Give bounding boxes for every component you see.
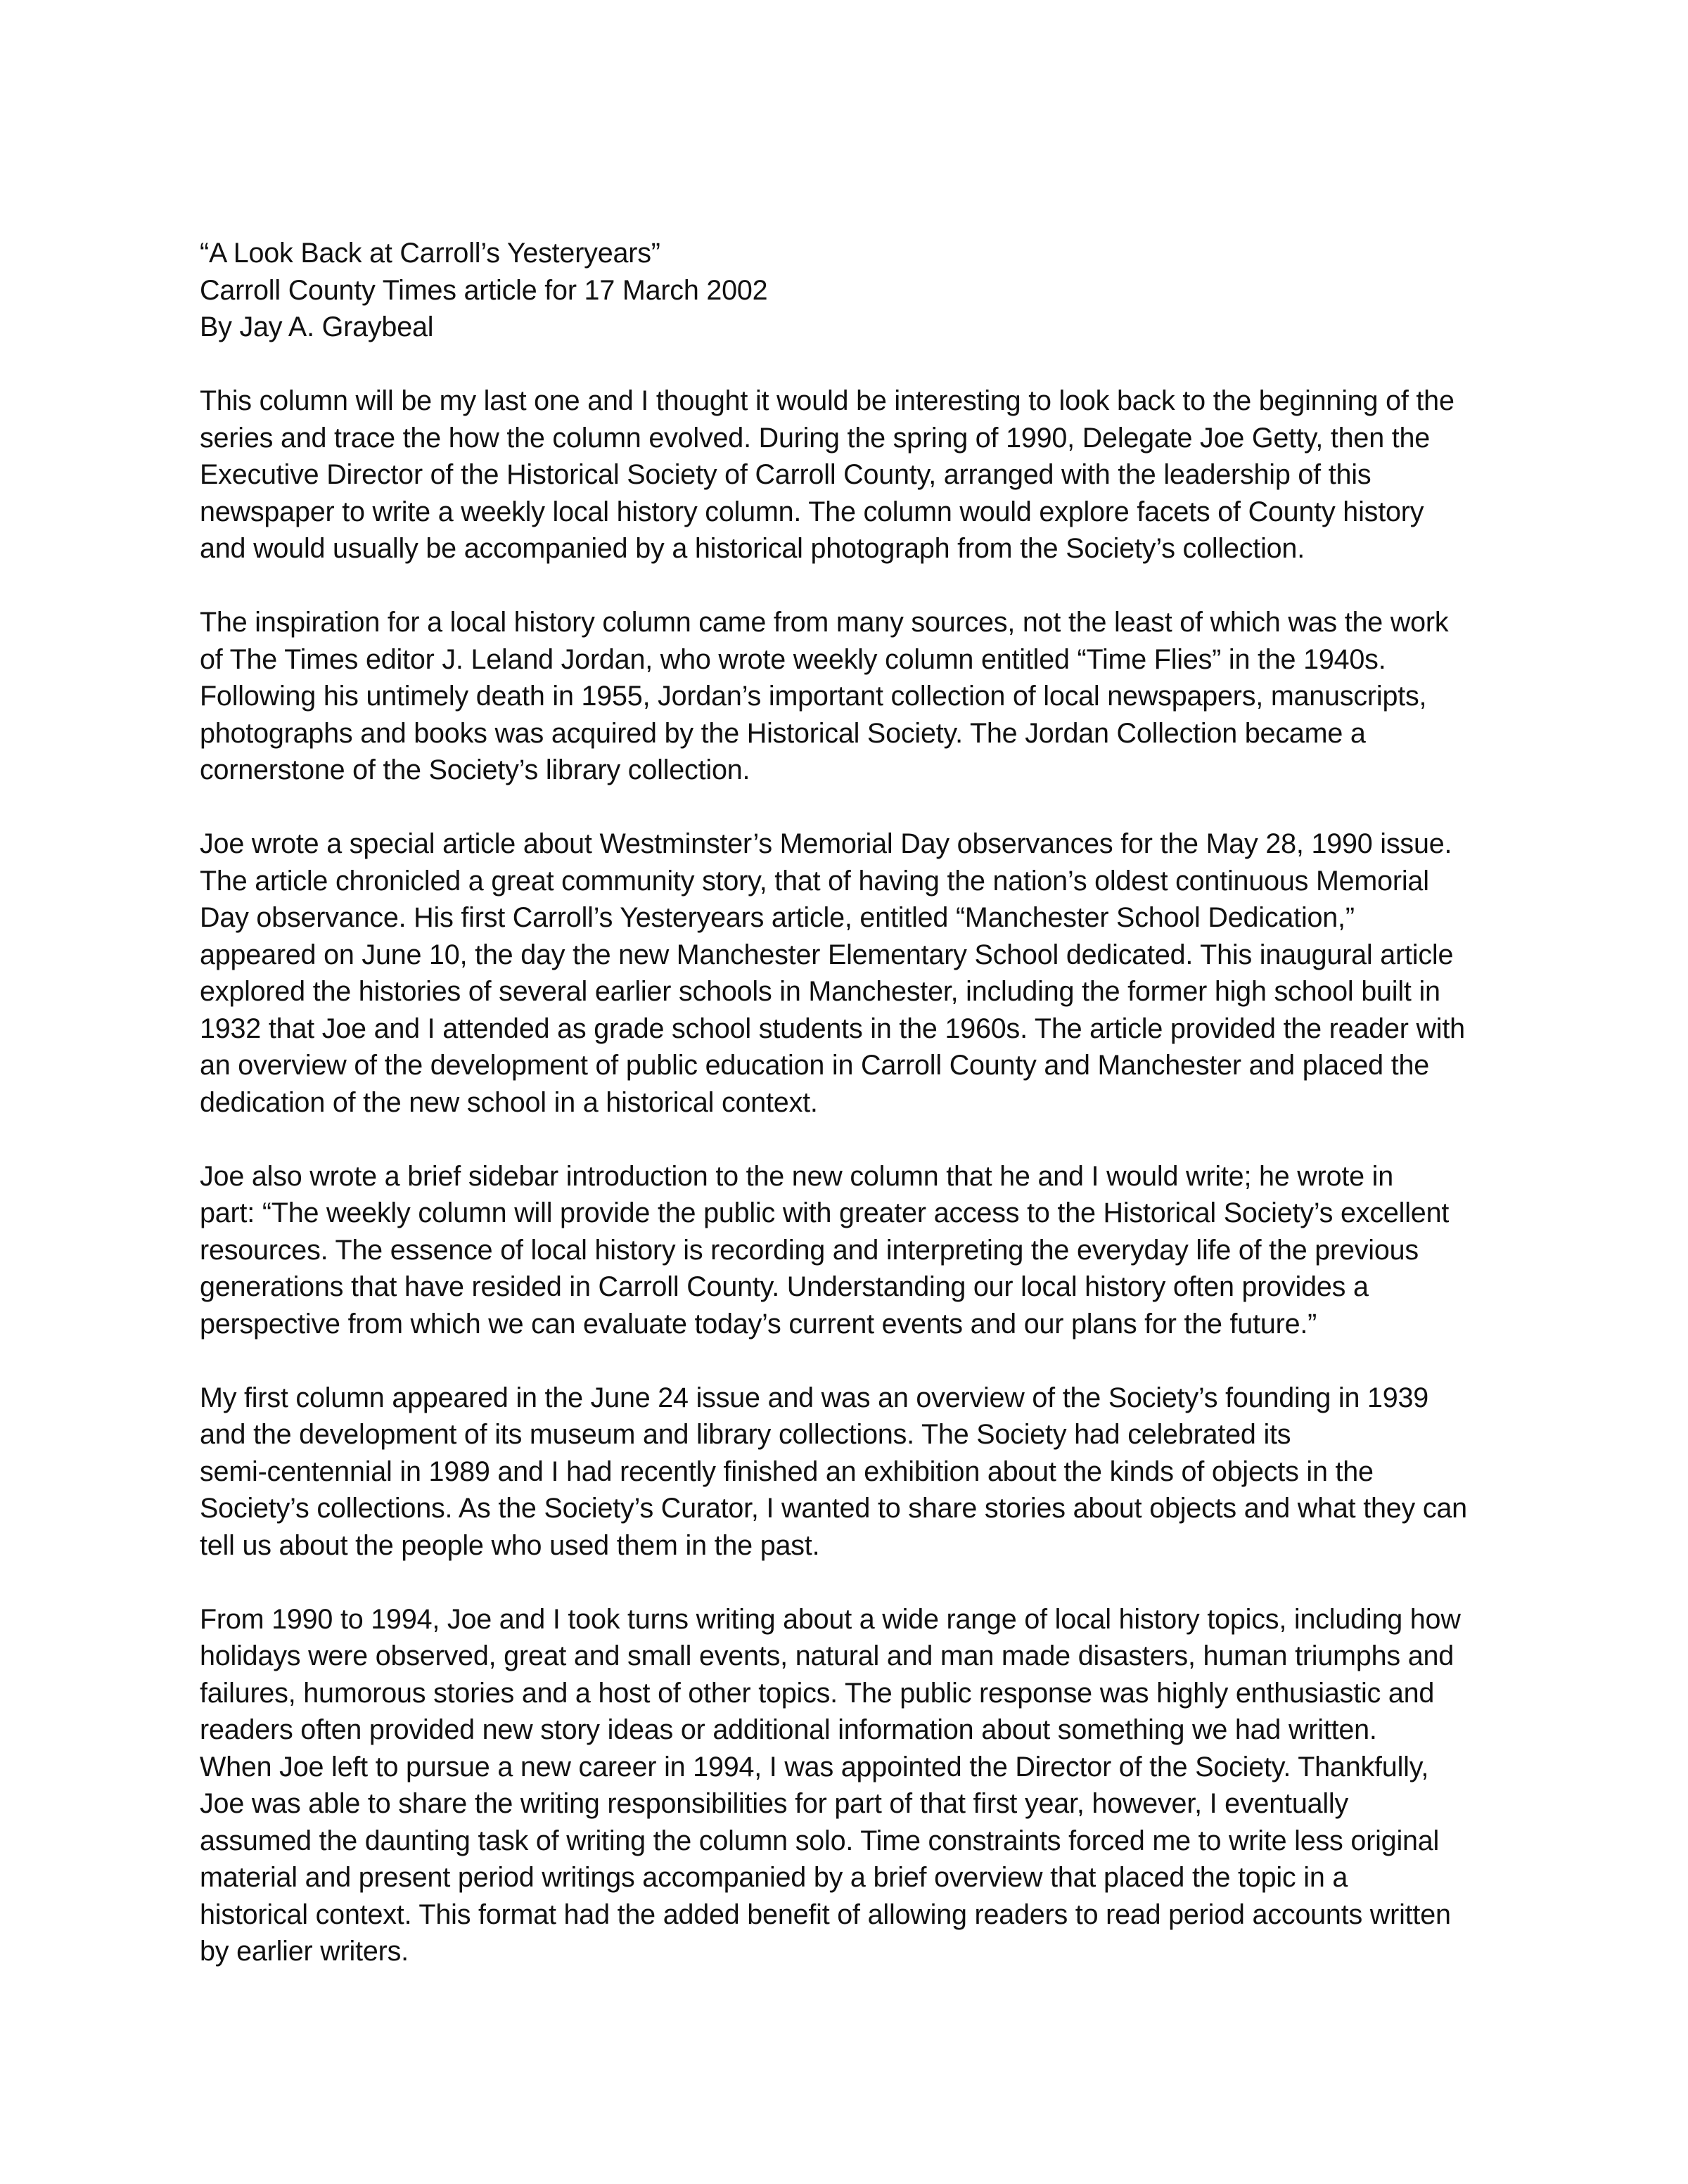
- paragraph-line: cornerstone of the Society’s library collection.: [200, 754, 750, 785]
- paragraph: [200, 1601, 1522, 1970]
- paragraph-line: and would usually be accompanied by a historical photograph from the Society’s collection.: [200, 533, 1305, 564]
- paragraph-line: Society’s collections. As the Society’s Curator, I wanted to share stories about objects and what they can: [200, 1493, 1467, 1524]
- paragraph-line: My first column appeared in the June 24 issue and was an overview of the Society’s founding in 1939: [200, 1382, 1429, 1413]
- paragraph-line: Joe was able to share the writing responsibilities for part of that first year, however, I eventually: [200, 1788, 1349, 1819]
- paragraph: [200, 604, 1522, 789]
- paragraph-line: Executive Director of the Historical Society of Carroll County, arranged with the leadership of this: [200, 459, 1372, 490]
- publication-line: Carroll County Times article for 17 March 2002: [200, 274, 768, 306]
- paragraph-line: From 1990 to 1994, Joe and I took turns writing about a wide range of local history topics, including how: [200, 1603, 1461, 1635]
- paragraph-line: holidays were observed, great and small events, natural and man made disasters, human triumphs and: [200, 1640, 1454, 1671]
- paragraph-line: Joe wrote a special article about Westminster’s Memorial Day observances for the May 28, 1990 issue.: [200, 828, 1452, 859]
- paragraph-line: perspective from which we can evaluate today’s current events and our plans for the future.”: [200, 1308, 1317, 1340]
- paragraph-line: Day observance. His first Carroll’s Yesteryears article, entitled “Manchester School Dedication,”: [200, 902, 1355, 933]
- paragraph-line: photographs and books was acquired by the Historical Society. The Jordan Collection became a: [200, 717, 1366, 749]
- paragraph-line: generations that have resided in Carroll County. Understanding our local history often provides a: [200, 1271, 1369, 1302]
- paragraph-line: tell us about the people who used them in the past.: [200, 1529, 820, 1561]
- paragraph: [200, 383, 1522, 567]
- paragraph-line: This column will be my last one and I thought it would be interesting to look back to the beginning of the: [200, 385, 1454, 416]
- paragraph-line: series and trace the how the column evolved. During the spring of 1990, Delegate Joe Getty, then the: [200, 422, 1431, 454]
- article-body: [200, 383, 1522, 1970]
- paragraph: [200, 1380, 1522, 1565]
- paragraph-line: resources. The essence of local history is recording and interpreting the everyday life of the previous: [200, 1234, 1419, 1266]
- paragraph-line: appeared on June 10, the day the new Manchester Elementary School dedicated. This inaugural article: [200, 939, 1454, 970]
- paragraph-line: The inspiration for a local history column came from many sources, not the least of which was the work: [200, 607, 1449, 638]
- paragraph-line: When Joe left to pursue a new career in 1994, I was appointed the Director of the Society. Thankfully,: [200, 1751, 1429, 1782]
- paragraph-line: 1932 that Joe and I attended as grade school students in the 1960s. The article provided the reader with: [200, 1013, 1465, 1044]
- paragraph-line: part: “The weekly column will provide the public with greater access to the Historical Society’s excellent: [200, 1197, 1450, 1228]
- paragraph-line: readers often provided new story ideas or additional information about something we had written.: [200, 1714, 1377, 1745]
- paragraph-line: dedication of the new school in a historical context.: [200, 1086, 818, 1118]
- paragraph-line: explored the histories of several earlier schools in Manchester, including the former high school built in: [200, 976, 1440, 1007]
- document-header: [200, 235, 1522, 346]
- paragraph-line: semi-centennial in 1989 and I had recently finished an exhibition about the kinds of objects in the: [200, 1456, 1374, 1487]
- byline: By Jay A. Graybeal: [200, 311, 434, 342]
- paragraph-line: and the development of its museum and library collections. The Society had celebrated its: [200, 1419, 1291, 1450]
- paragraph-line: Joe also wrote a brief sidebar introduction to the new column that he and I would write; he wrote in: [200, 1160, 1394, 1192]
- paragraph-line: by earlier writers.: [200, 1936, 409, 1967]
- paragraph-line: an overview of the development of public education in Carroll County and Manchester and placed the: [200, 1050, 1430, 1081]
- paragraph-line: material and present period writings accompanied by a brief overview that placed the topic in a: [200, 1862, 1348, 1893]
- paragraph-line: Following his untimely death in 1955, Jordan’s important collection of local newspapers, manuscripts,: [200, 681, 1427, 712]
- paragraph-line: of The Times editor J. Leland Jordan, who wrote weekly column entitled “Time Flies” in the 1940s.: [200, 643, 1386, 675]
- paragraph-line: The article chronicled a great community story, that of having the nation’s oldest continuous Memorial: [200, 865, 1429, 897]
- paragraph: [200, 826, 1522, 1121]
- article-title: “A Look Back at Carroll’s Yesteryears”: [200, 238, 660, 269]
- document-page: [200, 235, 1522, 1970]
- paragraph-line: assumed the daunting task of writing the column solo. Time constraints forced me to write less original: [200, 1825, 1440, 1856]
- paragraph: [200, 1158, 1522, 1343]
- paragraph-line: newspaper to write a weekly local history column. The column would explore facets of County history: [200, 496, 1424, 527]
- paragraph-line: failures, humorous stories and a host of other topics. The public response was highly enthusiastic and: [200, 1677, 1435, 1709]
- paragraph-line: historical context. This format had the added benefit of allowing readers to read period accounts written: [200, 1899, 1451, 1930]
